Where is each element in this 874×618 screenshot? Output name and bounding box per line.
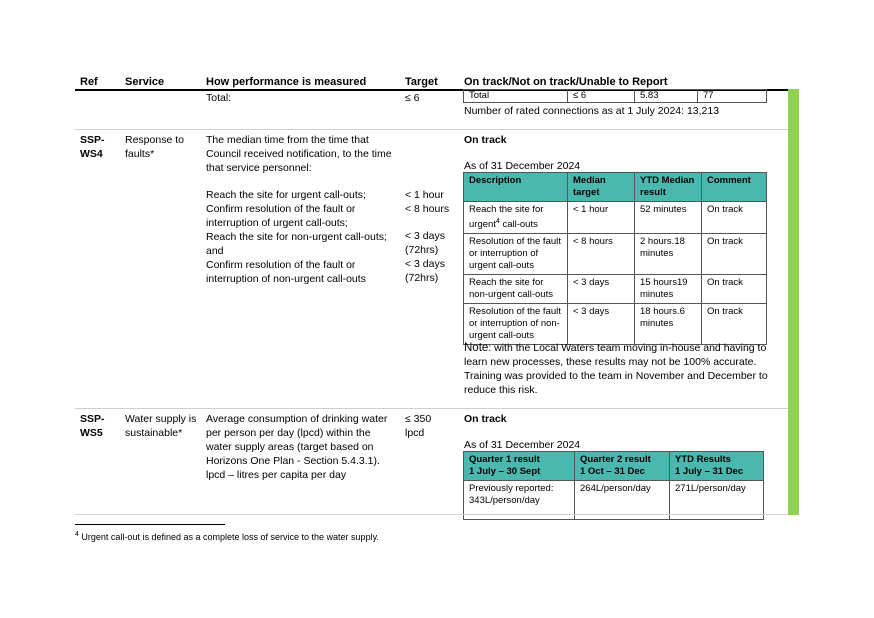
ws4-target-item: < 3 days	[405, 258, 445, 270]
table-cell-description: Resolution of the fault or interruption of non-urgent call-outs	[464, 304, 568, 345]
total-mini-cell: 77	[698, 90, 767, 103]
table-header-cell: Median target	[568, 173, 635, 202]
table-header-cell: Comment	[702, 173, 767, 202]
table-cell-target: < 3 days	[568, 275, 635, 304]
table-cell: 271L/person/day	[670, 481, 764, 520]
ws5-as-of: As of 31 December 2024	[464, 439, 581, 451]
ws4-measure-item: Confirm resolution of the fault or interruption of urgent call-outs;	[206, 203, 356, 229]
col-header-measure: How performance is measured	[206, 76, 367, 88]
total-mini-cell: Total	[464, 90, 568, 103]
table-cell-description: Reach the site for non-urgent call-outs	[464, 275, 568, 304]
total-mini-table	[463, 89, 767, 103]
total-mini-cell: ≤ 6	[568, 90, 635, 103]
table-header-cell: Quarter 2 result 1 Oct – 31 Dec	[575, 452, 670, 481]
rated-connections-text: Number of rated connections as at 1 July 2024: 13,213	[464, 105, 720, 117]
ws4-measure-intro: The median time from the time that Council received notification, to the time that service personnel:	[206, 134, 392, 174]
note-text: : with the Local Waters team moving in-house and having to learn new processes, these results may not be 100% accurate. Training was provided to the team in November and December to reduce this risk.	[464, 342, 768, 396]
table-cell-comment: On track	[702, 275, 767, 304]
ws4-status: On track	[464, 134, 507, 146]
table-cell-target: < 3 days	[568, 304, 635, 345]
ws4-measure-item: Confirm resolution of the fault or interruption of non-urgent call-outs	[206, 259, 366, 285]
ws4-target-item: < 1 hour	[405, 189, 444, 201]
total-label: Total:	[206, 92, 232, 104]
table-header-cell: Quarter 1 result 1 July – 30 Sept	[464, 452, 575, 481]
ws4-measure-item: Reach the site for non-urgent call-outs; and	[206, 231, 387, 257]
col-header-service: Service	[125, 76, 165, 88]
table-row	[464, 202, 767, 234]
table-header-row	[464, 173, 767, 202]
ws5-measure: Average consumption of drinking water per person per day (lpcd) within the water supply areas (target based on Horizons One Plan - Section 5.4.3.1). lpcd – litres per capita per day	[206, 413, 388, 481]
table-cell-comment: On track	[702, 202, 767, 234]
table-cell-description: Reach the site for urgent$^4$ call-outs	[464, 202, 568, 234]
table-cell-target: < 1 hour	[568, 202, 635, 234]
table-header-cell: YTD Median result	[635, 173, 702, 202]
footnote	[75, 531, 379, 542]
table-cell-description: Resolution of the fault or interruption of urgent call-outs	[464, 234, 568, 275]
footnote-rule	[75, 524, 225, 525]
ws4-as-of: As of 31 December 2024	[464, 160, 581, 172]
row-divider	[75, 129, 788, 130]
col-header-target: Target	[405, 76, 438, 88]
table-cell-result: 52 minutes	[635, 202, 702, 234]
ws4-measure-list	[206, 188, 398, 286]
total-target: ≤ 6	[405, 92, 420, 104]
ws4-service: Response to faults*	[125, 134, 184, 160]
footnote-marker: 4	[75, 531, 79, 538]
table-header-row	[464, 452, 764, 481]
table-header-cell: YTD Results 1 July – 31 Dec	[670, 452, 764, 481]
total-mini-cell: 5.83	[635, 90, 698, 103]
ws4-ref: SSP-WS4	[80, 134, 105, 160]
table-cell: Previously reported: 343L/person/day	[464, 481, 575, 520]
ws5-service: Water supply is sustainable*	[125, 413, 197, 439]
table-cell-target: < 8 hours	[568, 234, 635, 275]
ws5-status: On track	[464, 413, 507, 425]
ws4-note	[464, 341, 774, 397]
table-row	[464, 304, 767, 345]
ws4-target-item: (72hrs)	[405, 244, 439, 256]
row-divider	[75, 408, 788, 409]
ws4-target-item: (72hrs)	[405, 272, 439, 284]
note-lead: Note	[464, 342, 489, 354]
ws5-ref: SSP-WS5	[80, 413, 105, 439]
ws4-measure-item: Reach the site for urgent call-outs;	[206, 189, 366, 201]
table-cell-result: 18 hours.6 minutes	[635, 304, 702, 345]
footnote-text: Urgent call-out is defined as a complete loss of service to the water supply.	[81, 532, 379, 542]
col-header-status: On track/Not on track/Unable to Report	[464, 76, 668, 88]
ws4-target-item: < 8 hours	[405, 203, 450, 215]
table-cell-comment: On track	[702, 234, 767, 275]
row-divider	[75, 514, 788, 515]
table-header-cell: Description	[464, 173, 568, 202]
table-cell: 264L/person/day	[575, 481, 670, 520]
ws5-results-table	[463, 451, 764, 520]
ws4-targets	[405, 188, 449, 285]
ws4-target-item: < 3 days	[405, 230, 445, 242]
col-header-ref: Ref	[80, 76, 98, 88]
table-cell-result: 15 hours19 minutes	[635, 275, 702, 304]
ws5-target: ≤ 350 lpcd	[405, 413, 432, 439]
table-cell-result: 2 hours.18 minutes	[635, 234, 702, 275]
table-cell-comment: On track	[702, 304, 767, 345]
ws4-results-table	[463, 172, 767, 345]
table-row	[464, 234, 767, 275]
green-status-bar	[788, 89, 799, 515]
table-row	[464, 275, 767, 304]
